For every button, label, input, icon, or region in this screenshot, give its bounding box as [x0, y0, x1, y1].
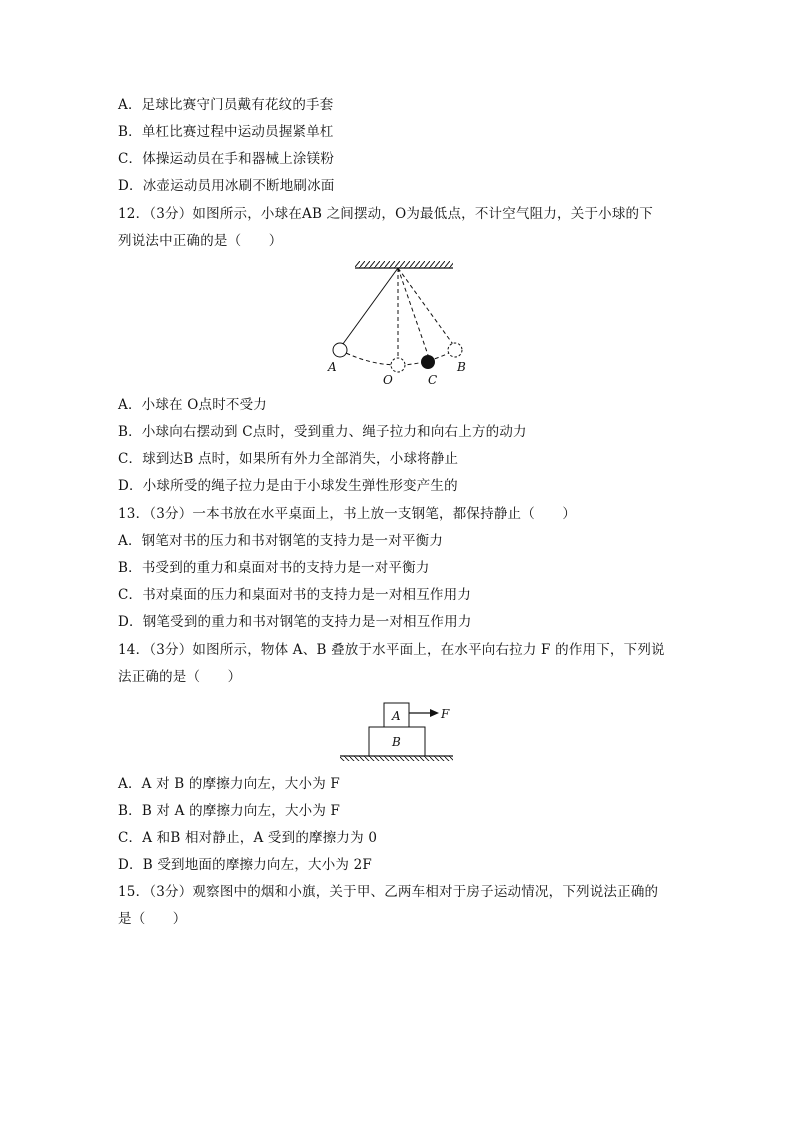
label-a: A — [328, 360, 337, 374]
string-a — [340, 268, 398, 348]
ceiling-hatch — [355, 261, 453, 268]
q13-option-a: A．钢笔对书的压力和书对钢笔的支持力是一对平衡力 — [118, 533, 444, 549]
ball-o — [391, 358, 405, 372]
ball-c — [421, 355, 435, 369]
q14-option-b: B．B 对 A 的摩擦力向左，大小为 F — [118, 803, 341, 819]
force-label: F — [441, 707, 450, 721]
pendulum-figure — [320, 255, 480, 390]
q11-option-c: C．体操运动员在手和器械上涂镁粉 — [118, 151, 335, 167]
q15-stem-line1: 15．（3分）观察图中的烟和小旗，关于甲、乙两车相对于房子运动情况，下列说法正确的 — [118, 884, 659, 900]
q13-option-d: D．钢笔受到的重力和书对钢笔的支持力是一对相互作用力 — [118, 614, 472, 630]
q14-stem-line2: 法正确的是（ ） — [118, 669, 242, 685]
q15-stem-line2: 是（ ） — [118, 911, 187, 927]
q13-stem: 13．（3分）一本书放在水平桌面上，书上放一支钢笔，都保持静止（ ） — [118, 506, 577, 522]
label-o: O — [383, 373, 393, 387]
q11-option-b: B．单杠比赛过程中运动员握紧单杠 — [118, 124, 334, 140]
block-a-label: A — [392, 709, 401, 723]
ground-hatch — [340, 756, 453, 761]
string-b — [398, 268, 455, 347]
block-b-label: B — [392, 735, 401, 749]
string-c — [398, 268, 428, 355]
q13-option-c: C．书对桌面的压力和桌面对书的支持力是一对相互作用力 — [118, 587, 472, 603]
q12-option-d: D．小球所受的绳子拉力是由于小球发生弹性形变产生的 — [118, 478, 458, 494]
q13-option-b: B．书受到的重力和桌面对书的支持力是一对平衡力 — [118, 560, 430, 576]
q11-option-a: A．足球比赛守门员戴有花纹的手套 — [118, 97, 334, 113]
q12-option-a: A．小球在 O点时不受力 — [118, 397, 268, 413]
label-b: B — [457, 360, 466, 374]
label-c: C — [428, 373, 438, 387]
q14-option-d: D．B 受到地面的摩擦力向左，大小为 2F — [118, 857, 372, 873]
q11-option-d: D．冰壶运动员用冰刷不断地刷冰面 — [118, 178, 335, 194]
q12-stem-line1: 12．（3分）如图所示，小球在AB 之间摆动，O为最低点，不计空气阻力，关于小球的下 — [118, 206, 653, 222]
blocks-figure — [335, 697, 460, 767]
q14-option-c: C．A 和B 相对静止，A 受到的摩擦力为 0 — [118, 830, 378, 846]
q12-option-b: B．小球向右摆动到 C点时，受到重力、绳子拉力和向右上方的动力 — [118, 424, 527, 440]
q14-option-a: A．A 对 B 的摩擦力向左，大小为 F — [118, 776, 340, 792]
q14-stem-line1: 14．（3分）如图所示，物体 A、B 叠放于水平面上，在水平向右拉力 F 的作用下，下列说 — [118, 642, 665, 658]
ball-b — [448, 343, 462, 357]
force-arrow-head — [430, 709, 439, 717]
q12-stem-line2: 列说法中正确的是（ ） — [118, 233, 283, 249]
ball-a — [333, 343, 347, 357]
q12-option-c: C．球到达B 点时，如果所有外力全部消失，小球将静止 — [118, 451, 459, 467]
